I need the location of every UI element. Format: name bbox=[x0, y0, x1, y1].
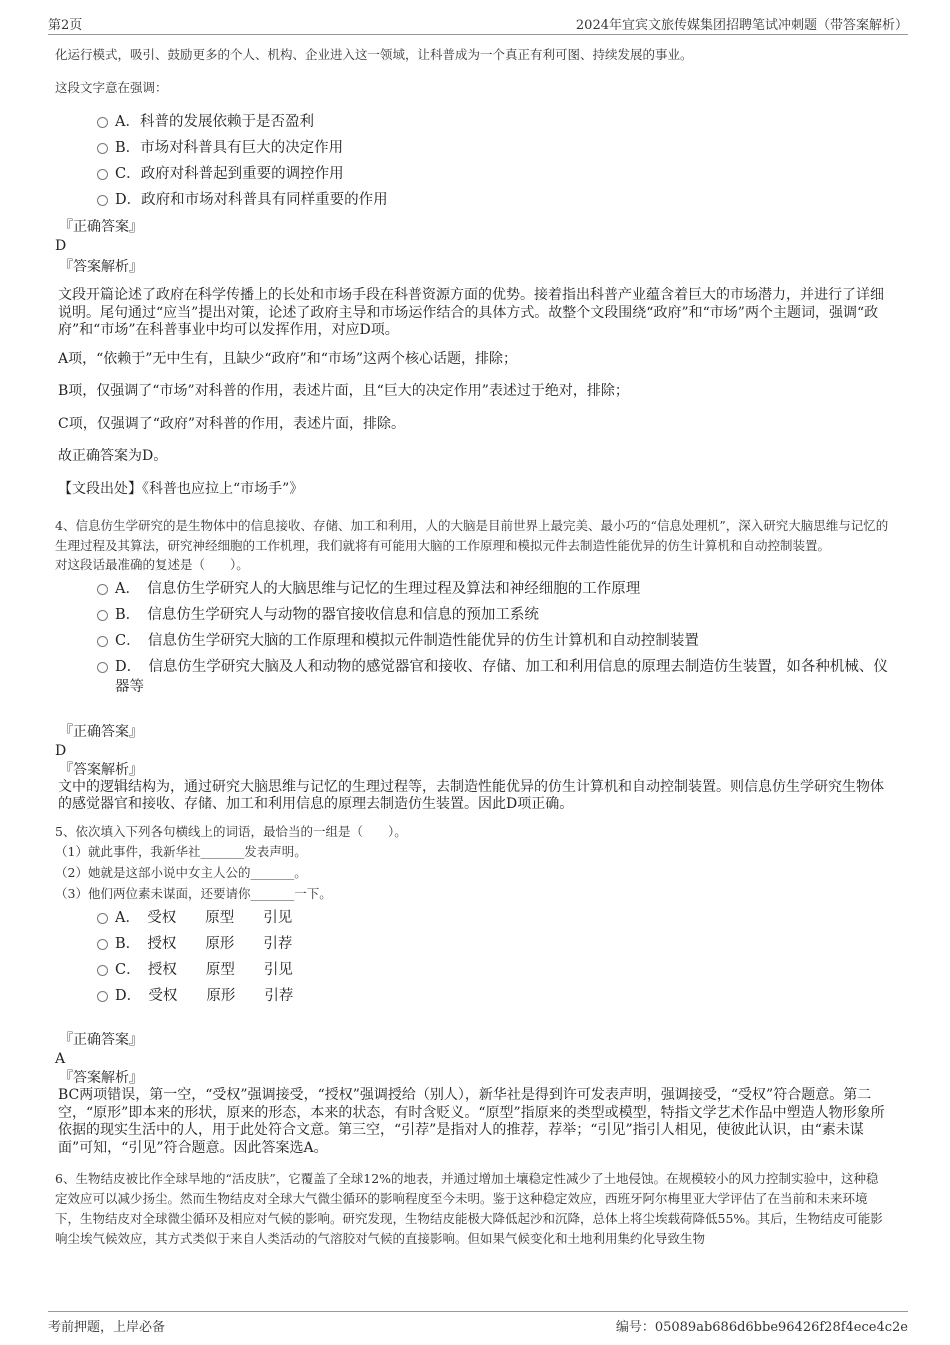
analysis-paragraph: BC两项错误，第一空，“受权”强调接受，“授权”强调授给（别人），新华社是得到许可发表声明，强调接受，“受权”符合题意。第二空，“原形”即本来的形状，原来的形态，本来的状态，有时含贬义。“原型”指原来的类型或模型，特指文学艺术作品中塑造人物形象所依据的现实生活中的人，用于此处符合文意。第三空，“引荐”是指对人的推荐，荐举；“引见”指引人相见，使彼此认识，由“素未谋面”可知，“引见”符合题意。因此答案选A。 bbox=[58, 1087, 885, 1156]
analysis-label: 『答案解析』 bbox=[59, 761, 143, 778]
radio-icon[interactable] bbox=[97, 169, 108, 180]
analysis-paragraph: 文段开篇论述了政府在科学传播上的长处和市场手段在科普资源方面的优势。接着指出科普产业蕴含着巨大的市场潜力，并进行了详细说明。尾句通过“应当”提出对策，论述了政府主导和市场运作结合的具体方式。故整个文段围绕“政府”和“市场”两个主题词，强调“政府”和“市场”在科普事业中均可以发挥作用，对应D项。 bbox=[58, 287, 884, 338]
page-number: 第2页 bbox=[48, 18, 83, 33]
radio-icon[interactable] bbox=[97, 662, 108, 673]
analysis-label: 『答案解析』 bbox=[59, 1070, 143, 1086]
page-content bbox=[55, 44, 890, 1249]
analysis-paragraph: 文中的逻辑结构为，通过研究大脑思维与记忆的生理过程等，去制造性能优异的仿生计算机和自动控制装置。则信息仿生学研究生物体的感觉器官和接收、存储、加工和利用信息的原理去制造仿生装置。因此D项正确。 bbox=[58, 778, 884, 812]
radio-icon[interactable] bbox=[97, 636, 108, 647]
option-a[interactable]: A．科普的发展依赖于是否盈利 bbox=[55, 112, 890, 132]
q6-stem: 6、生物结皮被比作全球旱地的“活皮肤”，它覆盖了全球12%的地表，并通过增加土壤稳定性减少了土地侵蚀。在规模较小的风力控制实验中，这种稳定效应可以减少扬尘。然而生物结皮对全球大气微尘循环的影响程度至今未明。鉴于这种稳定效应，西班牙阿尔梅里亚大学评估了在当前和未来环境下，生物结皮对全球微尘循环及相应对气候的影响。研究发现，生物结皮能极大降低起沙和沉降，总体上将尘埃载荷降低55%。其后，生物结皮可能影响尘埃气候效应，其方式类似于来自人类活动的气溶胶对气候的直接影响。但如果气候变化和土地利用集约化导致生物 bbox=[55, 1171, 883, 1246]
option-a[interactable]: A． 受权 原型 引见 bbox=[55, 908, 890, 928]
answer-label: 『正确答案』 bbox=[59, 1032, 143, 1048]
answer-value: D bbox=[55, 238, 67, 254]
radio-icon[interactable] bbox=[97, 195, 108, 206]
q5-item: （2）她就是这部小说中女主人公的_______。 bbox=[55, 865, 307, 880]
q4-options bbox=[55, 579, 890, 697]
source-note: 【文段出处】《科普也应拉上“市场手”》 bbox=[58, 480, 304, 497]
answer-value: D bbox=[55, 742, 67, 759]
footer-slogan: 考前押题，上岸必备 bbox=[48, 1320, 166, 1335]
document-title: 2024年宜宾文旅传媒集团招聘笔试冲刺题（带答案解析） bbox=[575, 18, 908, 33]
document-id: 编号：05089ab686d6bbe96426f28f4ece4c2e bbox=[615, 1320, 908, 1335]
answer-label: 『正确答案』 bbox=[59, 723, 143, 740]
radio-icon[interactable] bbox=[97, 610, 108, 621]
option-d[interactable]: D．政府和市场对科普具有同样重要的作用 bbox=[55, 190, 890, 210]
q4-stem: 4、信息仿生学研究的是生物体中的信息接收、存储、加工和利用，人的大脑是目前世界上最完美、最小巧的“信息处理机”，深入研究大脑思维与记忆的生理过程及其算法，研究神经细胞的工作机理，我们就将有可能用大脑的工作原理和模拟元件去制造性能优异的仿生计算机和自动控制装置。 bbox=[55, 518, 889, 553]
radio-icon[interactable] bbox=[97, 913, 108, 924]
analysis-paragraph: A项，“依赖于”无中生有，且缺少“政府”和“市场”这两个核心话题，排除； bbox=[58, 350, 518, 367]
option-c[interactable]: C． 信息仿生学研究大脑的工作原理和模拟元件制造性能优异的仿生计算机和自动控制装置 bbox=[55, 631, 890, 651]
answer-value: A bbox=[55, 1051, 66, 1067]
answer-label: 『正确答案』 bbox=[59, 219, 143, 235]
option-b[interactable]: B． 授权 原形 引荐 bbox=[55, 934, 890, 954]
q5-options bbox=[55, 908, 890, 1006]
q4-ask: 对这段话最准确的复述是（ ）。 bbox=[55, 557, 249, 572]
q5-item: （1）就此事件，我新华社_______发表声明。 bbox=[55, 844, 307, 859]
q3-options bbox=[55, 112, 890, 210]
radio-icon[interactable] bbox=[97, 939, 108, 950]
radio-icon[interactable] bbox=[97, 965, 108, 976]
radio-icon[interactable] bbox=[97, 117, 108, 128]
analysis-label: 『答案解析』 bbox=[59, 259, 143, 275]
radio-icon[interactable] bbox=[97, 143, 108, 154]
radio-icon[interactable] bbox=[97, 584, 108, 595]
q3-ask: 这段文字意在强调： bbox=[55, 80, 168, 95]
q5-stem: 5、依次填入下列各句横线上的词语，最恰当的一组是（ ）。 bbox=[55, 823, 407, 839]
option-d[interactable]: D． 受权 原形 引荐 bbox=[55, 986, 890, 1006]
option-b[interactable]: B． 信息仿生学研究人与动物的器官接收信息和信息的预加工系统 bbox=[55, 605, 890, 625]
q5-item: （3）他们两位素未谋面，还要请你_______一下。 bbox=[55, 886, 332, 901]
q3-stem-tail: 化运行模式，吸引、鼓励更多的个人、机构、企业进入这一领域，让科普成为一个真正有利可图、持续发展的事业。 bbox=[55, 47, 693, 62]
page-footer bbox=[48, 1311, 908, 1334]
option-d[interactable]: D． 信息仿生学研究大脑及人和动物的感觉器官和接收、存储、加工和利用信息的原理去制造仿生装置，如各种机械、仪器等 bbox=[55, 657, 890, 697]
analysis-paragraph: C项，仅强调了“政府”对科普的作用，表述片面，排除。 bbox=[58, 415, 406, 432]
option-a[interactable]: A． 信息仿生学研究人的大脑思维与记忆的生理过程及算法和神经细胞的工作原理 bbox=[55, 579, 890, 599]
option-b[interactable]: B．市场对科普具有巨大的决定作用 bbox=[55, 138, 890, 158]
option-c[interactable]: C． 授权 原型 引见 bbox=[55, 960, 890, 980]
option-c[interactable]: C．政府对科普起到重要的调控作用 bbox=[55, 164, 890, 184]
analysis-paragraph: B项，仅强调了“市场”对科普的作用，表述片面，且“巨大的决定作用”表述过于绝对，排除； bbox=[58, 383, 629, 399]
radio-icon[interactable] bbox=[97, 991, 108, 1002]
analysis-paragraph: 故正确答案为D。 bbox=[58, 448, 168, 464]
page-header bbox=[48, 12, 908, 35]
